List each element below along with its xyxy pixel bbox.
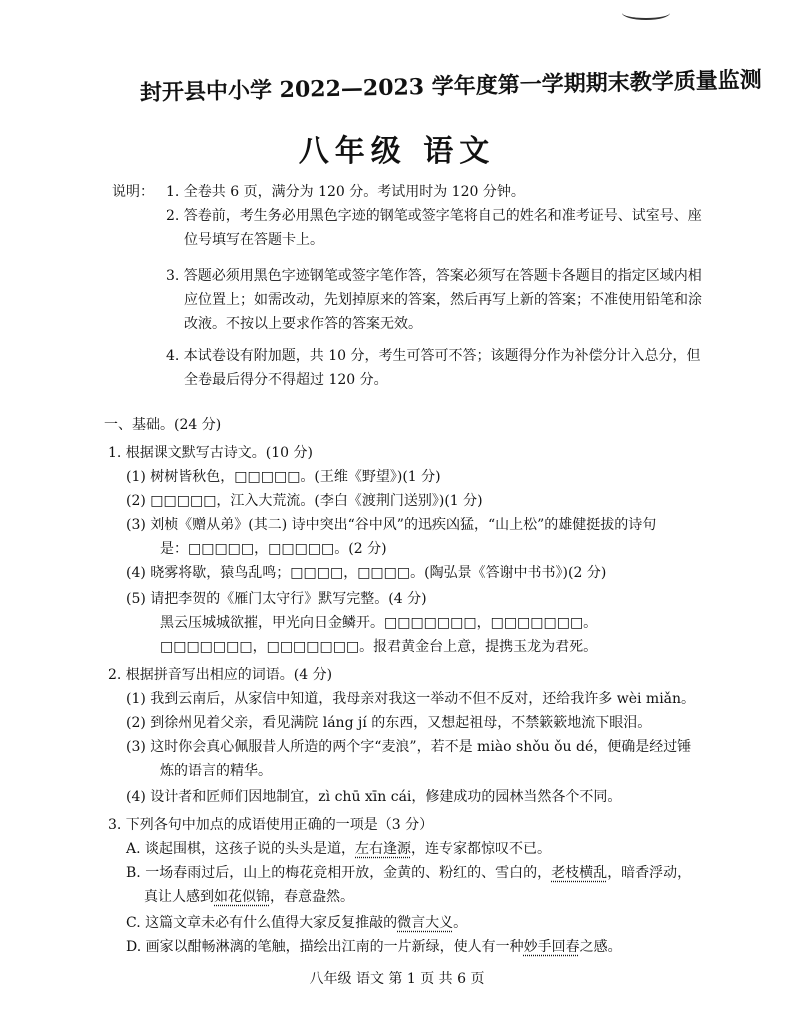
question-1-stem: 1. 根据课文默写古诗文。(10 分) (108, 445, 313, 461)
question-1-poem-line: 黑云压城城欲摧，甲光向日金鳞开。□□□□□□□，□□□□□□□。 (160, 615, 598, 631)
option-text: C. 这篇文章未必有什么值得大家反复推敲的 (126, 915, 398, 931)
exam-subject: 八年级 语文 (298, 134, 496, 169)
option-d (126, 936, 622, 956)
option-a (126, 838, 551, 858)
option-b-cont (144, 886, 354, 906)
question-2-item: (2) 到徐州见着父亲，看见满院 láng jí 的东西，又想起祖母，不禁簌簌地流下眼泪。 (126, 715, 652, 731)
instruction-line: 全卷最后得分不得超过 120 分。 (184, 372, 388, 388)
question-3-stem: 3. 下列各句中加点的成语使用正确的一项是（3 分） (108, 817, 434, 833)
option-text: ，连专家都惊叹不已。 (411, 841, 552, 857)
option-text: ，春意盎然。 (270, 889, 354, 905)
instruction-item-3 (166, 264, 702, 336)
instruction-line: 3. 答题必须用黑色字迹钢笔或签字笔作答，答案必须写在答题卡各题目的指定区域内相 (166, 268, 702, 284)
page-footer: 八年级 语文 第 1 页 共 6 页 (309, 971, 485, 987)
instruction-line: 位号填写在答题卡上。 (184, 232, 324, 248)
instruction-item-2 (166, 204, 702, 252)
dotted-idiom: 如花似锦 (214, 889, 270, 905)
question-2-item: (1) 我到云南后，从家信中知道，我母亲对我这一举动不但不反对，还给我许多 wèi miǎn。 (126, 691, 696, 707)
exam-title: 封开县中小学 2022—2023 学年度第一学期期末教学质量监测 (139, 66, 762, 106)
question-1-poem-line: □□□□□□□，□□□□□□□。报君黄金台上意，提携玉龙为君死。 (160, 639, 598, 655)
top-pen-mark (622, 6, 670, 20)
option-text: ，暗香浮动， (607, 865, 692, 881)
option-text: 之感。 (579, 939, 622, 955)
question-1-item: (4) 晓雾将歇，猿鸟乱鸣；□□□□，□□□□。(陶弘景《答谢中书书》)(2 分) (126, 565, 607, 581)
section-heading: 一、基础。(24 分) (104, 417, 222, 433)
instruction-line: 2. 答卷前，考生务必用黑色字迹的钢笔或签字笔将自己的姓名和准考证号、试室号、座 (166, 208, 702, 224)
question-1-item: (5) 请把李贺的《雁门太守行》默写完整。(4 分) (126, 591, 427, 607)
instruction-item-4 (166, 344, 701, 392)
instruction-line: 应位置上；如需改动，先划掉原来的答案，然后再写上新的答案；不准使用铅笔和涂 (184, 292, 702, 308)
instructions-label: 说明： (112, 184, 154, 200)
option-text: 真让人感到 (144, 889, 214, 905)
dotted-idiom: 左右逢源 (355, 841, 412, 857)
question-1-item: (1) 树树皆秋色，□□□□□。(王维《野望》)(1 分) (126, 469, 441, 485)
question-2-item: 炼的语言的精华。 (160, 763, 272, 779)
question-2-item: (3) 这时你会真心佩服昔人所造的两个字“麦浪”，若不是 miào shǒu ǒu dé，便确是经过锤 (126, 739, 692, 755)
dotted-idiom: 微言大义 (397, 915, 454, 931)
question-1-item: (3) 刘桢《赠从弟》(其二) 诗中突出“谷中风”的迅疾凶猛，“山上松”的雄健挺拔的诗句 (126, 517, 657, 533)
option-text: D. 画家以酣畅淋漓的笔触，描绘出江南的一片新绿，使人有一种 (126, 939, 524, 955)
question-2-item: (4) 设计者和匠师们因地制宜，zì chū xīn cái，修建成功的园林当然各个不同。 (126, 789, 622, 805)
dotted-idiom: 老枝横乱 (551, 865, 608, 881)
instruction-item-1 (166, 180, 525, 204)
option-text: B. 一场春雨过后，山上的梅花竞相开放，金黄的、粉红的、雪白的， (126, 865, 552, 881)
instruction-line: 改液。不按以上要求作答的答案无效。 (184, 316, 422, 332)
question-2-stem: 2. 根据拼音写出相应的词语。(4 分) (108, 667, 333, 683)
option-text: A. 谈起围棋，这孩子说的头头是道， (126, 841, 356, 857)
question-1-item: (2) □□□□□，江入大荒流。(李白《渡荆门送别》)(1 分) (126, 493, 483, 509)
option-b (126, 862, 691, 882)
dotted-idiom: 妙手回春 (523, 939, 580, 955)
option-c (126, 912, 467, 932)
instruction-line: 1. 全卷共 6 页，满分为 120 分。考试用时为 120 分钟。 (166, 184, 525, 200)
option-text: 。 (453, 915, 468, 931)
question-1-item: 是：□□□□□，□□□□□。(2 分) (160, 541, 387, 557)
instruction-line: 4. 本试卷设有附加题，共 10 分，考生可答可不答；该题得分作为补偿分计入总分，但 (166, 348, 701, 364)
